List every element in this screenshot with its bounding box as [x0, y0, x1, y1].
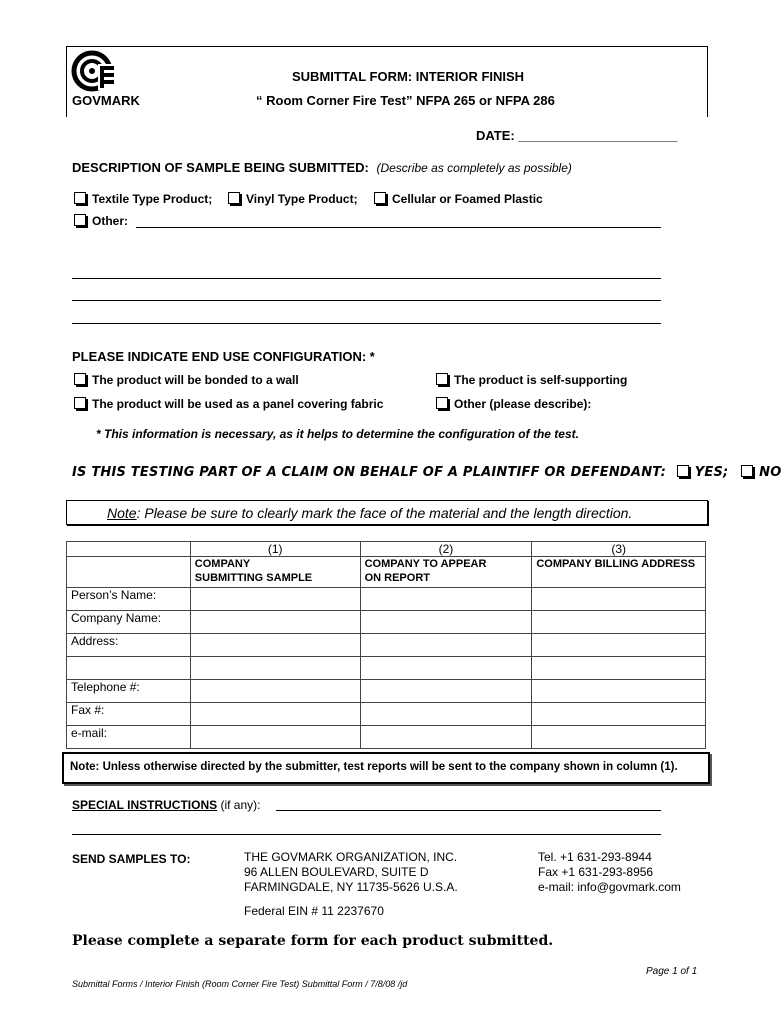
table-cell[interactable] [360, 634, 532, 657]
table-cell[interactable] [360, 726, 532, 749]
table-cell[interactable] [190, 703, 360, 726]
special-instructions [72, 798, 260, 812]
checkbox-icon[interactable] [374, 192, 386, 204]
option-bonded-wall[interactable]: The product will be bonded to a wall [74, 373, 299, 387]
column-header: COMPANY SUBMITTING SAMPLE [190, 557, 360, 588]
checkbox-icon[interactable] [741, 465, 753, 477]
checkbox-icon[interactable] [436, 397, 448, 409]
report-note-text: Note: Unless otherwise directed by the submitter, test reports will be sent to the company shown in column (1). [70, 761, 678, 773]
page-number: Page 1 of 1 [646, 966, 698, 977]
company-table [66, 541, 706, 749]
address-line: THE GOVMARK ORGANIZATION, INC. [244, 850, 458, 864]
claim-yes[interactable]: YES; [694, 465, 729, 480]
option-cellular[interactable]: Cellular or Foamed Plastic [374, 192, 543, 206]
checkbox-icon[interactable] [74, 373, 86, 385]
form-title: SUBMITTAL FORM: INTERIOR FINISH [292, 69, 525, 84]
note-word: Note [107, 505, 137, 521]
closing-instruction: Please complete a separate form for each product submitted. [72, 933, 554, 949]
option-textile[interactable]: Textile Type Product; [74, 192, 212, 206]
column-header: COMPANY BILLING ADDRESS [532, 557, 706, 588]
checkbox-icon[interactable] [677, 465, 689, 477]
special-instructions-label: SPECIAL INSTRUCTIONS [72, 798, 218, 812]
checkbox-icon[interactable] [436, 373, 448, 385]
address-line: FARMINGDALE, NY 11735-5626 U.S.A. [244, 880, 458, 894]
checkbox-icon[interactable] [228, 192, 240, 204]
send-samples-label: SEND SAMPLES TO: [72, 852, 191, 866]
table-cell[interactable] [532, 611, 706, 634]
logo-text: GOVMARK [72, 93, 140, 108]
table-cell[interactable] [190, 680, 360, 703]
row-label: Telephone #: [67, 680, 191, 703]
column-number: (1) [190, 542, 360, 557]
row-label: Person’s Name: [67, 588, 191, 611]
table-cell[interactable] [190, 657, 360, 680]
table-cell[interactable] [360, 611, 532, 634]
table-cell[interactable] [190, 611, 360, 634]
federal-ein: Federal EIN # 11 2237670 [244, 904, 384, 918]
table-row [67, 634, 706, 657]
end-use-heading: PLEASE INDICATE END USE CONFIGURATION: * [72, 349, 375, 364]
contact-line: Fax +1 631-293-8956 [538, 865, 654, 879]
checkbox-icon[interactable] [74, 214, 86, 226]
address-line: 96 ALLEN BOULEVARD, SUITE D [244, 865, 429, 879]
option-self-supporting[interactable]: The product is self-supporting [436, 373, 627, 387]
claim-question-text: IS THIS TESTING PART OF A CLAIM ON BEHALF OF A PLAINTIFF OR DEFENDANT: [72, 465, 667, 480]
row-label: Company Name: [67, 611, 191, 634]
table-row [67, 680, 706, 703]
row-label: Address: [67, 634, 191, 657]
row-label: e-mail: [67, 726, 191, 749]
description-line-3[interactable] [72, 323, 661, 324]
form-subtitle: “ Room Corner Fire Test” NFPA 265 or NFPA 286 [256, 93, 555, 108]
table-cell[interactable] [190, 634, 360, 657]
other-input-line[interactable] [136, 227, 661, 228]
contact-line: Tel. +1 631-293-8944 [538, 850, 652, 864]
table-row [67, 657, 706, 680]
table-row [67, 611, 706, 634]
table-cell[interactable] [532, 588, 706, 611]
table-cell[interactable] [532, 634, 706, 657]
table-row [67, 726, 706, 749]
column-number: (2) [360, 542, 532, 557]
table-cell[interactable] [532, 680, 706, 703]
report-note-box [62, 752, 710, 784]
table-row [67, 703, 706, 726]
option-other-describe[interactable]: Other (please describe): [436, 397, 591, 411]
table-cell[interactable] [360, 657, 532, 680]
checkbox-icon[interactable] [74, 192, 86, 204]
description-heading [72, 160, 572, 175]
description-line-2[interactable] [72, 300, 661, 301]
description-hint: (Describe as completely as possible) [376, 161, 572, 175]
table-corner-cell [67, 542, 191, 557]
contact-line: e-mail: info@govmark.com [538, 880, 681, 894]
table-cell[interactable] [360, 680, 532, 703]
table-cell[interactable] [532, 726, 706, 749]
option-panel-covering[interactable]: The product will be used as a panel covering fabric [74, 397, 383, 411]
document-footer: Submittal Forms / Interior Finish (Room Corner Fire Test) Submittal Form / 7/8/08 /jd [72, 979, 408, 989]
special-instructions-line-1[interactable] [276, 810, 661, 811]
column-header: COMPANY TO APPEAR ON REPORT [360, 557, 532, 588]
table-cell[interactable] [360, 703, 532, 726]
description-label: DESCRIPTION OF SAMPLE BEING SUBMITTED: [72, 160, 369, 175]
row-label [67, 657, 191, 680]
send-contact [538, 850, 681, 895]
special-instructions-suffix: (if any): [217, 798, 261, 812]
table-cell[interactable] [532, 703, 706, 726]
table-cell[interactable] [190, 726, 360, 749]
option-other[interactable]: Other: [74, 214, 128, 228]
table-row [67, 588, 706, 611]
claim-question [72, 465, 782, 480]
govmark-logo-icon [72, 50, 118, 92]
claim-no[interactable]: NO [759, 465, 782, 480]
table-cell[interactable] [190, 588, 360, 611]
note-text: : Please be sure to clearly mark the face of the material and the length direction. [136, 505, 633, 521]
send-address [244, 850, 458, 895]
checkbox-icon[interactable] [74, 397, 86, 409]
row-label: Fax #: [67, 703, 191, 726]
note-box-text [107, 505, 632, 521]
column-number: (3) [532, 542, 706, 557]
table-cell[interactable] [532, 657, 706, 680]
end-use-footnote: * This information is necessary, as it helps to determine the configuration of the test. [96, 427, 579, 441]
date-field[interactable]: DATE: ______________________ [476, 128, 678, 143]
description-line-1[interactable] [72, 278, 661, 279]
special-instructions-line-2[interactable] [72, 834, 661, 835]
option-vinyl[interactable]: Vinyl Type Product; [228, 192, 358, 206]
table-cell[interactable] [360, 588, 532, 611]
note-box [66, 500, 708, 525]
